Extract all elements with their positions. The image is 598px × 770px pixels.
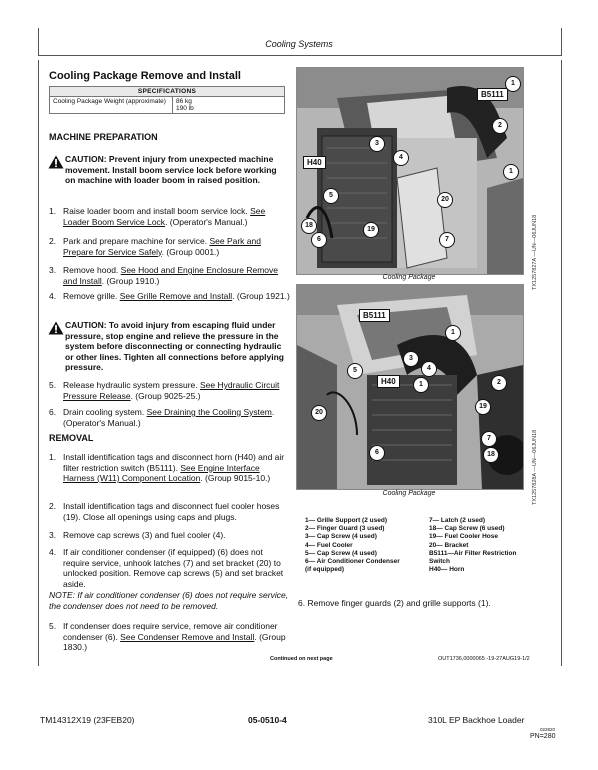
step-number: 5. — [49, 380, 57, 390]
callout-5-2: 5 — [347, 363, 363, 379]
removal-heading: REMOVAL — [49, 433, 94, 443]
cross-reference-link[interactable]: See Park and Prepare for Service Safely — [63, 236, 261, 257]
cross-reference-link[interactable]: See Engine Interface Harness (W11) Component Location — [63, 462, 260, 484]
step-text: Release hydraulic system pressure. See Hydraulic Circuit Pressure Release. (Group 9025-25.) — [63, 380, 280, 401]
legend-item: Switch — [429, 558, 450, 566]
callout-19-2: 19 — [475, 399, 491, 415]
callout-3-2: 3 — [403, 351, 419, 367]
callout-20-2: 20 — [311, 405, 327, 421]
callout-6: 6 — [311, 232, 327, 248]
step-number: 3. — [49, 530, 57, 540]
callout-2-2: 2 — [491, 375, 507, 391]
figure-code-2: TX1257828A —UN—06JUN18 — [532, 429, 538, 505]
legend-item: 19— Fuel Cooler Hose — [429, 533, 498, 541]
label-b5111: B5111 — [477, 88, 508, 101]
step-number: 3. — [49, 265, 57, 275]
legend-item: (if equipped) — [305, 566, 344, 574]
caution-text-2: CAUTION: To avoid injury from escaping fluid under pressure, stop engine and relieve the pressure in the system before disconnecting or connecting hydraulic or other lines. Tighten all connections before applying pressure. — [65, 320, 284, 373]
callout-4-2: 4 — [421, 361, 437, 377]
legend-item: 6— Air Conditioner Condenser — [305, 558, 400, 566]
figure-cooling-package-2 — [296, 284, 524, 490]
figure-caption-1: Cooling Package — [382, 274, 436, 281]
caution-icon — [48, 321, 64, 340]
callout-18: 18 — [301, 218, 317, 234]
label-h40-2: H40 — [377, 375, 400, 388]
step-text: Raise loader boom and install boom service lock. See Loader Boom Service Lock. (Operator's Manual.) — [63, 206, 266, 227]
legend-item: 3— Cap Screw (4 used) — [305, 533, 377, 541]
section-header-title: Cooling Systems — [265, 39, 333, 49]
legend-item: B5111—Air Filter Restriction — [429, 549, 517, 557]
figure-legend — [305, 517, 555, 581]
legend-item: 1— Grille Support (2 used) — [305, 517, 387, 524]
callout-1: 1 — [505, 76, 521, 92]
callout-3: 3 — [369, 136, 385, 152]
step-text: If air conditioner condenser (if equipped) (6) does not require service, unhook latches (7) and set bracket (20) to unlocked position. Remove cap screws (5) and set bracket aside. — [63, 547, 284, 589]
step-number: 4. — [49, 291, 57, 301]
label-b5111-2: B5111 — [359, 309, 390, 322]
footer-date-code: 022820 — [540, 727, 556, 732]
step-number: 1. — [49, 452, 57, 462]
figure-caption-2: Cooling Package — [382, 490, 436, 497]
step-number: 4. — [49, 547, 57, 557]
callout-4: 4 — [393, 150, 409, 166]
legend-item: 5— Cap Screw (4 used) — [305, 549, 377, 557]
figure-code-1: TX1257827A —UN—06JUN18 — [532, 214, 538, 290]
callout-5: 5 — [323, 188, 339, 204]
legend-item: 20— Bracket — [429, 541, 469, 549]
callout-1b: 1 — [503, 164, 519, 180]
step-text: Install identification tags and disconnect horn (H40) and air filter restriction switch (B5111). See Engine Interface Harness (W11) Component Location. (Group 9015-10.) — [63, 452, 285, 484]
footer-page-number: 05-0510-4 — [248, 715, 287, 725]
step-text: Remove cap screws (3) and fuel cooler (4). — [63, 530, 226, 540]
legend-item: H40— Horn — [429, 566, 465, 574]
footer-machine-model: 310L EP Backhoe Loader — [428, 715, 525, 725]
continued-note: Continued on next page — [270, 656, 333, 662]
legend-item: 2— Finger Guard (3 used) — [305, 525, 385, 533]
note-text: NOTE: If air conditioner condenser (6) does not require service, the condenser does not need to be removed. — [49, 590, 289, 611]
figure-cooling-package-1 — [296, 67, 524, 275]
cross-reference-link[interactable]: See Condenser Remove and Install — [120, 631, 255, 642]
callout-7: 7 — [439, 232, 455, 248]
caution-icon — [48, 155, 64, 174]
step-number: 5. — [49, 621, 57, 631]
step-text: Remove hood. See Hood and Engine Enclosure Remove and Install. (Group 1910.) — [63, 265, 279, 286]
cross-reference-link[interactable]: See Hood and Engine Enclosure Remove and Install — [63, 265, 279, 286]
callout-19: 19 — [363, 222, 379, 238]
legend-item: 18— Cap Screw (6 used) — [429, 525, 505, 533]
callout-20: 20 — [437, 192, 453, 208]
step-text: Park and prepare machine for service. See Park and Prepare for Service Safely. (Group 0001.) — [63, 236, 261, 257]
machine-prep-heading: MACHINE PREPARATION — [49, 132, 158, 142]
legend-item: 4— Fuel Cooler — [305, 541, 353, 549]
step-number: 2. — [49, 236, 57, 246]
document-reference: OUT1736,0000065 -19-27AUG19-1/2 — [438, 656, 530, 662]
spec-row-value — [173, 97, 285, 114]
step-text: Drain cooling system. See Draining the Cooling System. (Operator's Manual.) — [63, 407, 275, 428]
specifications-header: SPECIFICATIONS — [50, 87, 285, 97]
spec-value-kg: 86 kg — [176, 98, 192, 105]
legend-item: 7— Latch (2 used) — [429, 517, 485, 524]
callout-18-2: 18 — [483, 447, 499, 463]
footer-manual-id: TM14312X19 (23FEB20) — [40, 715, 135, 725]
footer-pn: PN=280 — [530, 733, 556, 740]
step-number: 6. — [49, 407, 57, 417]
step-text: If condenser does require service, remove air conditioner condenser (6). See Condenser Remove and Install. (Group 1830.) — [63, 621, 286, 653]
legend-column-right — [429, 517, 555, 574]
page-title: Cooling Package Remove and Install — [49, 70, 241, 82]
caution-text-1: CAUTION: Prevent injury from unexpected machine movement. Install boom service lock before working on machine with loader boom in raised position. — [65, 154, 277, 186]
legend-column-left — [305, 517, 427, 574]
removal-step-6: 6. Remove finger guards (2) and grille supports (1). — [298, 598, 491, 608]
callout-2: 2 — [492, 118, 508, 134]
step-text: Install identification tags and disconnect fuel cooler hoses (19). Close all openings using caps and plugs. — [63, 501, 280, 522]
cross-reference-link[interactable]: See Hydraulic Circuit Pressure Release — [63, 380, 280, 401]
specifications-table — [49, 86, 285, 114]
step-number: 2. — [49, 501, 57, 511]
cross-reference-link[interactable]: See Grille Remove and Install — [119, 291, 233, 301]
callout-6-2: 6 — [369, 445, 385, 461]
cross-reference-link[interactable]: See Draining the Cooling System — [146, 407, 272, 417]
step-number: 1. — [49, 206, 57, 216]
step-text: Remove grille. See Grille Remove and Install. (Group 1921.) — [63, 291, 290, 301]
label-h40: H40 — [303, 156, 326, 169]
spec-row-label: Cooling Package Weight (approximate) — [50, 97, 173, 114]
callout-7-2: 7 — [481, 431, 497, 447]
cross-reference-link[interactable]: See Loader Boom Service Lock — [63, 206, 266, 227]
callout-1-2: 1 — [445, 325, 461, 341]
spec-value-lb: 190 lb — [176, 105, 194, 112]
callout-1b-2: 1 — [413, 377, 429, 393]
